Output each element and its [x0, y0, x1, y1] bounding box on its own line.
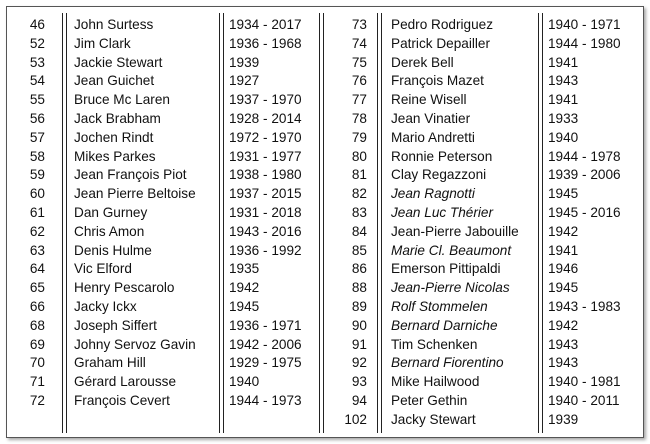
- driver-number: 69: [29, 336, 45, 352]
- driver-years: 1972 - 1970: [229, 129, 302, 145]
- driver-number: 83: [351, 205, 367, 220]
- table-row: [7, 279, 643, 298]
- driver-years: 1942: [229, 280, 260, 296]
- table-row: [7, 129, 643, 148]
- driver-years: 1942: [548, 317, 579, 333]
- driver-name: Bernard Fiorentino: [391, 355, 504, 371]
- driver-years: 1943 - 2016: [229, 223, 302, 239]
- table-row: [7, 373, 643, 392]
- driver-years: 1942 - 2006: [229, 336, 302, 352]
- driver-name: Jean Pierre Beltoise: [74, 186, 196, 202]
- table-row: [7, 223, 643, 242]
- driver-years: 1941: [548, 242, 579, 258]
- driver-number: 70: [29, 355, 45, 371]
- driver-name: François Cevert: [74, 393, 170, 408]
- driver-name: Pedro Rodriguez: [391, 17, 494, 32]
- driver-years: 1937 - 1970: [229, 92, 302, 108]
- driver-name: Johny Servoz Gavin: [74, 336, 196, 352]
- driver-years: 1939 - 2006: [548, 167, 621, 183]
- driver-number: 76: [351, 73, 367, 89]
- driver-years: 1941: [548, 92, 579, 108]
- driver-years: 1945: [548, 186, 579, 202]
- driver-years: 1942: [548, 223, 579, 239]
- table-row: [7, 204, 643, 223]
- table-row: [7, 411, 643, 430]
- driver-number: 74: [351, 35, 367, 51]
- table-row: [7, 72, 643, 91]
- table-row: [7, 336, 643, 355]
- driver-years: 1945 - 2016: [548, 205, 621, 220]
- driver-years: 1940 - 1971: [548, 17, 621, 32]
- driver-name: Mikes Parkes: [74, 148, 156, 164]
- driver-number: 102: [344, 411, 367, 427]
- driver-years: 1931 - 2018: [229, 205, 302, 220]
- driver-number: 68: [29, 317, 45, 333]
- driver-name: Marie Cl. Beaumont: [391, 242, 512, 258]
- driver-number: 64: [29, 261, 45, 277]
- table-row: [7, 354, 643, 373]
- table-row: [7, 110, 643, 129]
- driver-name: Bernard Darniche: [391, 317, 498, 333]
- driver-number: 58: [29, 148, 45, 164]
- driver-name: Patrick Depailler: [391, 35, 490, 51]
- driver-number: 89: [351, 299, 367, 314]
- driver-years: 1937 - 2015: [229, 186, 302, 202]
- table-row: [7, 298, 643, 317]
- driver-number: 65: [29, 280, 45, 296]
- driver-years: 1943 - 1983: [548, 299, 621, 314]
- driver-number: 93: [351, 374, 367, 390]
- table-row: [7, 317, 643, 336]
- driver-name: Jochen Rindt: [74, 129, 154, 145]
- driver-number: 54: [29, 73, 45, 89]
- driver-name: Jean Luc Thérier: [391, 205, 494, 220]
- driver-number: 80: [351, 148, 367, 164]
- driver-name: Derek Bell: [391, 54, 454, 70]
- driver-number: 52: [29, 35, 45, 51]
- table-row: [7, 185, 643, 204]
- driver-number: 86: [351, 261, 367, 277]
- driver-number: 82: [351, 186, 367, 202]
- driver-years: 1945: [229, 299, 260, 314]
- driver-years: 1936 - 1968: [229, 35, 302, 51]
- driver-years: 1931 - 1977: [229, 148, 302, 164]
- driver-number: 78: [351, 111, 367, 126]
- driver-number: 72: [29, 393, 45, 408]
- driver-name: Ronnie Peterson: [391, 148, 493, 164]
- driver-years: 1934 - 2017: [229, 17, 302, 32]
- driver-name: Jean Guichet: [74, 73, 155, 89]
- driver-number: 66: [29, 299, 45, 314]
- table-row: [7, 35, 643, 54]
- driver-number: 81: [351, 167, 367, 183]
- driver-number: 59: [29, 167, 45, 183]
- driver-number: 79: [351, 129, 367, 145]
- driver-name: Jack Brabham: [74, 111, 161, 126]
- driver-number: 57: [29, 129, 45, 145]
- table-row: [7, 54, 643, 73]
- table-row: [7, 260, 643, 279]
- driver-name: Henry Pescarolo: [74, 280, 175, 296]
- driver-years: 1939: [548, 411, 579, 427]
- driver-years: 1944 - 1973: [229, 393, 302, 408]
- driver-number: 92: [351, 355, 367, 371]
- driver-name: Emerson Pittipaldi: [391, 261, 501, 277]
- driver-name: Jackie Stewart: [74, 54, 163, 70]
- driver-number: 90: [351, 317, 367, 333]
- driver-name: Tim Schenken: [391, 336, 478, 352]
- driver-name: Graham Hill: [74, 355, 146, 371]
- driver-number: 75: [351, 54, 367, 70]
- driver-years: 1936 - 1992: [229, 242, 302, 258]
- driver-number: 94: [351, 393, 367, 408]
- driver-name: Peter Gethin: [391, 393, 468, 408]
- driver-number: 60: [29, 186, 45, 202]
- driver-number: 46: [29, 17, 45, 32]
- driver-years: 1940 - 1981: [548, 374, 621, 390]
- driver-number: 56: [29, 111, 45, 126]
- driver-name: Jim Clark: [74, 35, 131, 51]
- driver-name: Jacky Ickx: [74, 299, 137, 314]
- driver-number: 84: [351, 223, 367, 239]
- table-row: [7, 242, 643, 261]
- driver-name: Jean Ragnotti: [391, 186, 475, 202]
- driver-years: 1940: [229, 374, 260, 390]
- driver-name: Jean François Piot: [74, 167, 187, 183]
- driver-years: 1944 - 1978: [548, 148, 621, 164]
- table-row: [7, 16, 643, 35]
- driver-name: Gérard Larousse: [74, 374, 177, 390]
- driver-name: Mario Andretti: [391, 129, 475, 145]
- driver-number: 55: [29, 92, 45, 108]
- driver-years: 1935: [229, 261, 260, 277]
- table-row: [7, 91, 643, 110]
- drivers-table: [6, 6, 644, 438]
- driver-name: Dan Gurney: [74, 205, 148, 220]
- driver-name: Bruce Mc Laren: [74, 92, 170, 108]
- driver-number: 77: [351, 92, 367, 108]
- driver-name: François Mazet: [391, 73, 484, 89]
- driver-name: John Surtess: [74, 17, 154, 32]
- table-row: [7, 392, 643, 411]
- driver-years: 1929 - 1975: [229, 355, 302, 371]
- driver-name: Joseph Siffert: [74, 317, 157, 333]
- driver-years: 1943: [548, 336, 579, 352]
- driver-name: Clay Regazzoni: [391, 167, 487, 183]
- driver-years: 1939: [229, 54, 260, 70]
- driver-name: Jean-Pierre Nicolas: [391, 280, 510, 296]
- driver-name: Vic Elford: [74, 261, 132, 277]
- driver-years: 1928 - 2014: [229, 111, 302, 126]
- driver-number: 91: [351, 336, 367, 352]
- driver-name: Mike Hailwood: [391, 374, 480, 390]
- driver-name: Jacky Stewart: [391, 411, 476, 427]
- driver-years: 1944 - 1980: [548, 35, 621, 51]
- driver-years: 1943: [548, 73, 579, 89]
- driver-name: Jean Vinatier: [391, 111, 471, 126]
- driver-years: 1933: [548, 111, 579, 126]
- driver-name: Jean-Pierre Jabouille: [391, 223, 519, 239]
- driver-number: 53: [29, 54, 45, 70]
- driver-years: 1927: [229, 73, 260, 89]
- driver-name: Denis Hulme: [74, 242, 152, 258]
- driver-years: 1945: [548, 280, 579, 296]
- driver-name: Rolf Stommelen: [391, 299, 488, 314]
- driver-number: 62: [29, 223, 45, 239]
- driver-years: 1943: [548, 355, 579, 371]
- table-row: [7, 166, 643, 185]
- driver-years: 1936 - 1971: [229, 317, 302, 333]
- driver-number: 85: [351, 242, 367, 258]
- table-row: [7, 148, 643, 167]
- driver-number: 61: [29, 205, 45, 220]
- driver-number: 71: [29, 374, 45, 390]
- driver-years: 1940 - 2011: [548, 393, 620, 408]
- driver-number: 73: [351, 17, 367, 32]
- driver-name: Chris Amon: [74, 223, 145, 239]
- driver-number: 88: [351, 280, 367, 296]
- driver-years: 1941: [548, 54, 579, 70]
- driver-name: Reine Wisell: [391, 92, 467, 108]
- driver-years: 1946: [548, 261, 579, 277]
- driver-number: 63: [29, 242, 45, 258]
- driver-years: 1940: [548, 129, 579, 145]
- driver-years: 1938 - 1980: [229, 167, 302, 183]
